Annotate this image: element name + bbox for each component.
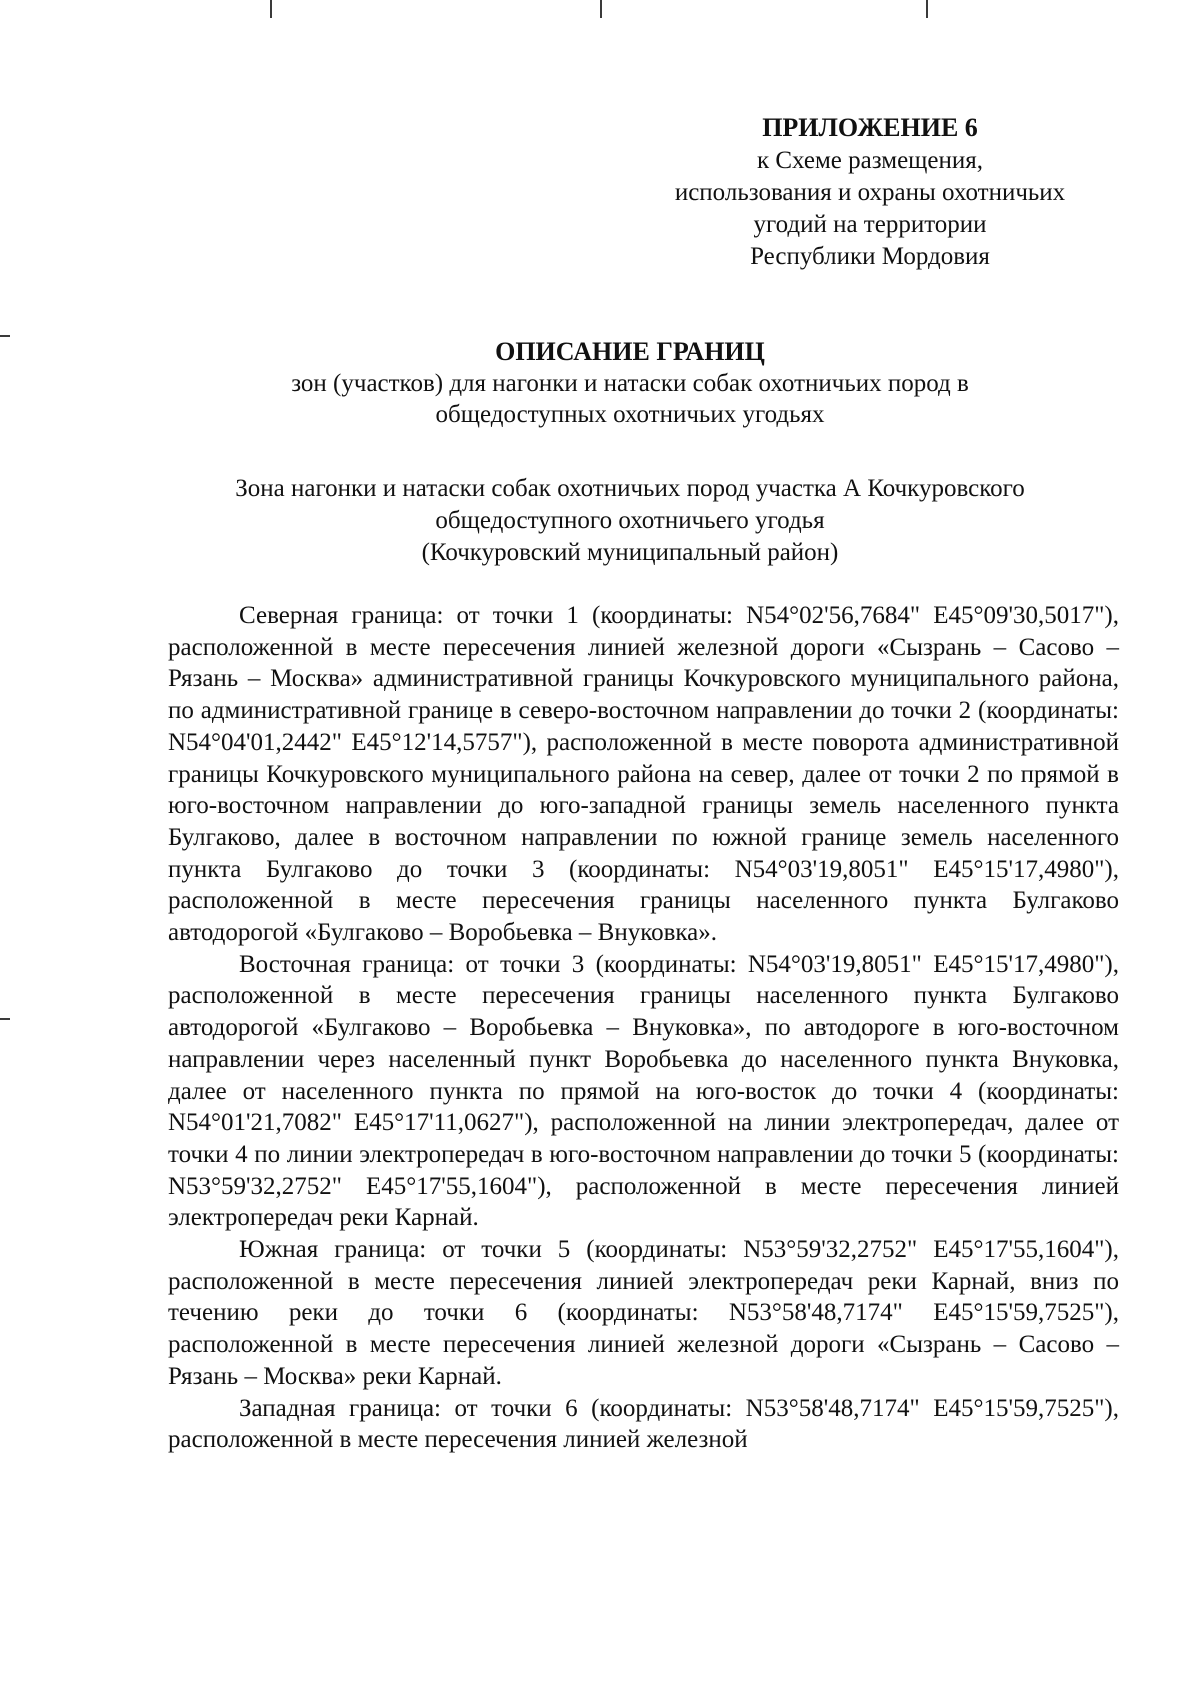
- document-heading: [150, 336, 1110, 430]
- zone-title-line: общедоступного охотничьего угодья: [435, 507, 825, 534]
- scan-artifact: [0, 1018, 10, 1020]
- boundary-description: [168, 600, 1119, 1456]
- heading-subtitle-line: общедоступных охотничьих угодьях: [435, 401, 825, 428]
- appendix-line: к Схеме размещения,: [756, 147, 984, 174]
- scan-artifact: [0, 335, 10, 337]
- scan-artifact: [926, 0, 928, 18]
- east-boundary-paragraph: Восточная граница: от точки 3 (координаты: N54°03'19,8051" E45°15'17,4980"), расположенной в месте пересечения границы населенного пункта Булгаково автодорогой «Булгаково – Воробьевка – Внуковка», по автодороге в юго-восточном направлении через населенный пункт Воробьевка до населенного пункта Внуковка, далее от населенного пункта по прямой на юго-восток до точки 4 (координаты: N54°01'21,7082" E45°17'11,0627"), расположенной на линии электропередач, далее от точки 4 по линии электропередач в юго-восточном направлении до точки 5 (координаты: N53°59'32,2752" E45°17'55,1604"), расположенной в месте пересечения линией электропередач реки Карнай.: [168, 950, 1119, 1232]
- south-boundary-paragraph: Южная граница: от точки 5 (координаты: N53°59'32,2752" E45°17'55,1604"), расположенной в месте пересечения линией электропередач реки Карнай, вниз по течению реки до точки 6 (координаты: N53°58'48,7174" E45°15'59,7525"), расположенной в месте пересечения линией железной дороги «Сызрань – Сасово – Рязань – Москва» реки Карнай.: [168, 1236, 1119, 1390]
- north-boundary-paragraph: Северная граница: от точки 1 (координаты: N54°02'56,7684" E45°09'30,5017"), расположенной в месте пересечения линией железной дороги «Сызрань – Сасово – Рязань – Москва» административной границы Кочкуровского муниципального района, по административной границе в северо-восточном направлении до точки 2 (координаты: N54°04'01,2442" E45°12'14,5757"), расположенной в месте поворота административной границы Кочкуровского муниципального района на север, далее от точки 2 по прямой в юго-восточном направлении до юго-западной границы земель населенного пункта Булгаково, далее в восточном направлении по южной границе земель населенного пункта Булгаково до точки 3 (координаты: N54°03'19,8051" E45°15'17,4980"), расположенной в месте пересечения границы населенного пункта Булгаково автодорогой «Булгаково – Воробьевка – Внуковка».: [168, 602, 1119, 947]
- zone-title: [150, 473, 1110, 569]
- scan-artifact: [600, 0, 602, 18]
- heading-subtitle-line: зон (участков) для нагонки и натаски собак охотничьих пород в: [291, 370, 969, 397]
- appendix-block: [640, 112, 1100, 273]
- zone-title-line: Зона нагонки и натаски собак охотничьих пород участка А Кочкуровского: [235, 475, 1025, 502]
- scan-artifact: [270, 0, 272, 18]
- appendix-title: ПРИЛОЖЕНИЕ 6: [762, 113, 978, 142]
- appendix-line: Республики Мордовия: [750, 243, 990, 270]
- heading-title: ОПИСАНИЕ ГРАНИЦ: [495, 337, 765, 366]
- west-boundary-paragraph: Западная граница: от точки 6 (координаты: N53°58'48,7174" E45°15'59,7525"), расположенной в месте пересечения линией железной: [168, 1394, 1119, 1454]
- zone-title-line: (Кочкуровский муниципальный район): [421, 539, 839, 566]
- appendix-line: использования и охраны охотничьих: [674, 179, 1066, 206]
- appendix-line: угодий на территории: [753, 211, 987, 238]
